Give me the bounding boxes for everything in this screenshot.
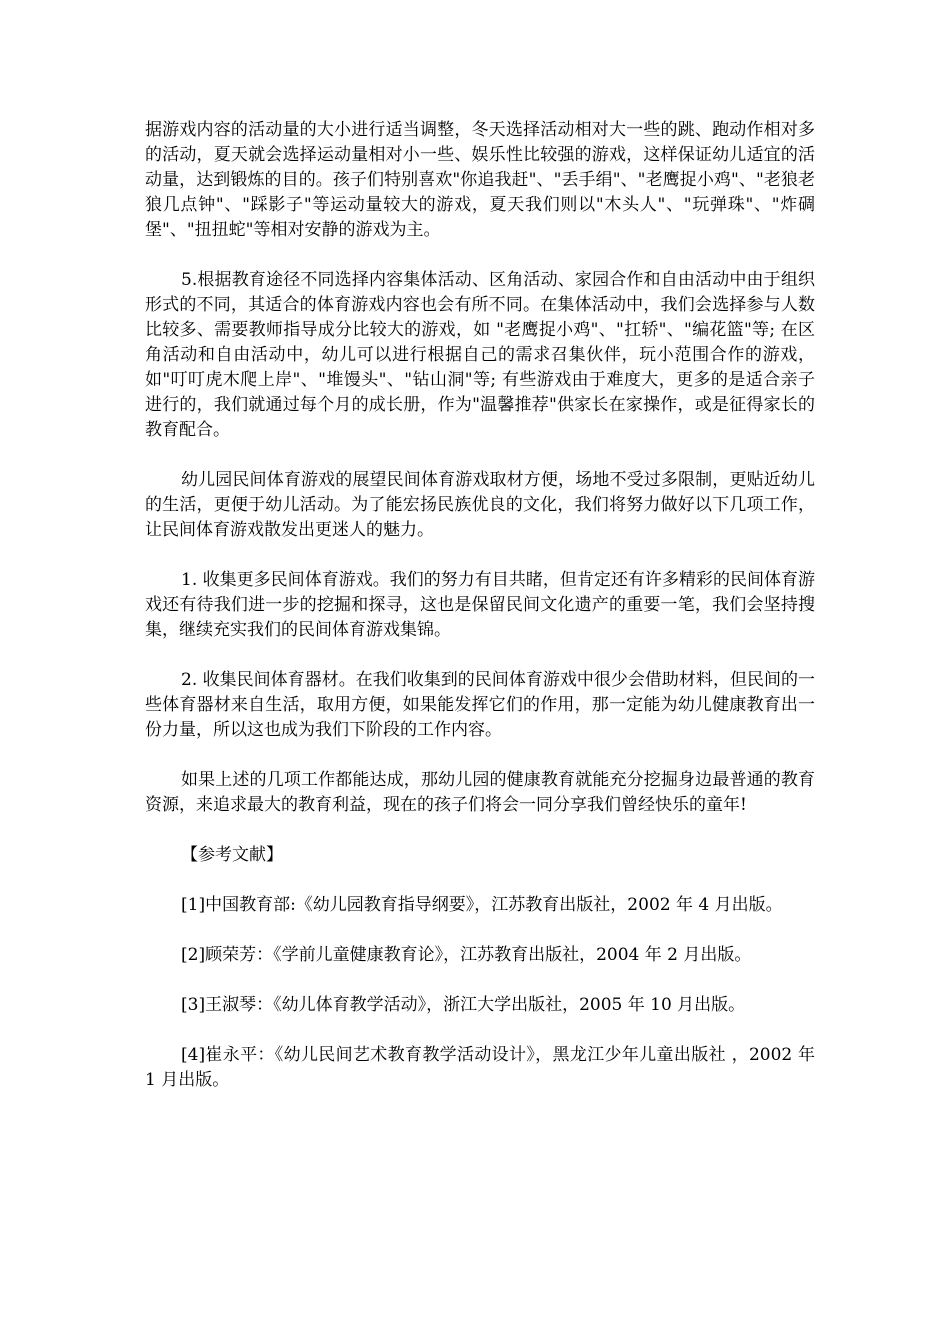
reference-item-1: [1]中国教育部:《幼儿园教育指导纲要》，江苏教育出版社，2002 年 4 月出版。 xyxy=(181,895,783,915)
paragraph-spacer xyxy=(145,743,815,768)
paragraph-spacer xyxy=(145,918,815,943)
paragraph-spacer xyxy=(145,868,815,893)
document-page xyxy=(145,118,815,1093)
body-paragraph-education-approach: 5.根据教育途径不同选择内容集体活动、区角活动、家园合作和自由活动中由于组织形式的不同，其适合的体育游戏内容也会有所不同。在集体活动中，我们会选择参与人数比较多、需要教师指导成分比较大的游戏，如 "老鹰捉小鸡"、"扛轿"、"编花篮"等; 在区角活动和自由活动中，幼儿可以进行根据自己的需求召集伙伴，玩小范围合作的游戏，如"叮叮虎木爬上岸"、"堆馒头"、"钻山洞"等; 有些游戏由于难度大，更多的是适合亲子进行的，我们就通过每个月的成长册，作为"温馨推荐"供家长在家操作，或是征得家长的教育配合。 xyxy=(145,270,815,440)
paragraph-spacer xyxy=(145,643,815,668)
paragraph-spacer xyxy=(145,243,815,268)
reference-item-3: [3]王淑琴：《幼儿体育教学活动》，浙江大学出版社，2005 年 10 月出版。 xyxy=(181,995,746,1015)
body-paragraph-seasonal-games: 据游戏内容的活动量的大小进行适当调整，冬天选择活动相对大一些的跳、跑动作相对多的活动，夏天就会选择运动量相对小一些、娱乐性比较强的游戏，这样保证幼儿适宜的活动量，达到锻炼的目的。孩子们特别喜欢"你追我赶"、"丢手绢"、"老鹰捉小鸡"、"老狼老狼几点钟"、"踩影子"等运动量较大的游戏，夏天我们则以"木头人"、"玩弹珠"、"炸碉堡"、"扭扭蛇"等相对安静的游戏为主。 xyxy=(145,120,815,240)
paragraph-spacer xyxy=(145,968,815,993)
body-paragraph-collect-games: 1. 收集更多民间体育游戏。我们的努力有目共睹，但肯定还有许多精彩的民间体育游戏还有待我们进一步的挖掘和探寻，这也是保留民间文化遗产的重要一笔，我们会坚持搜集，继续充实我们的民间体育游戏集锦。 xyxy=(145,570,815,640)
paragraph-spacer xyxy=(145,1018,815,1043)
reference-item-2: [2]顾荣芳：《学前儿童健康教育论》，江苏教育出版社，2004 年 2 月出版。 xyxy=(181,945,752,965)
body-paragraph-collect-equipment: 2. 收集民间体育器材。在我们收集到的民间体育游戏中很少会借助材料，但民间的一些体育器材来自生活，取用方便，如果能发挥它们的作用，那一定能为幼儿健康教育出一份力量，所以这也成为我们下阶段的工作内容。 xyxy=(145,670,815,740)
paragraph-spacer xyxy=(145,818,815,843)
paragraph-spacer xyxy=(145,543,815,568)
body-paragraph-conclusion: 如果上述的几项工作都能达成，那幼儿园的健康教育就能充分挖掘身边最普通的教育资源，来追求最大的教育利益，现在的孩子们将会一同分享我们曾经快乐的童年! xyxy=(145,770,815,815)
body-paragraph-outlook: 幼儿园民间体育游戏的展望民间体育游戏取材方便，场地不受过多限制，更贴近幼儿的生活，更便于幼儿活动。为了能宏扬民族优良的文化，我们将努力做好以下几项工作，让民间体育游戏散发出更迷人的魅力。 xyxy=(145,470,815,540)
reference-item-4: [4]崔永平：《幼儿民间艺术教育教学活动设计》，黑龙江少年儿童出版社 ，2002 年 1 月出版。 xyxy=(145,1045,815,1090)
references-heading: 【参考文献】 xyxy=(181,845,283,865)
paragraph-spacer xyxy=(145,443,815,468)
